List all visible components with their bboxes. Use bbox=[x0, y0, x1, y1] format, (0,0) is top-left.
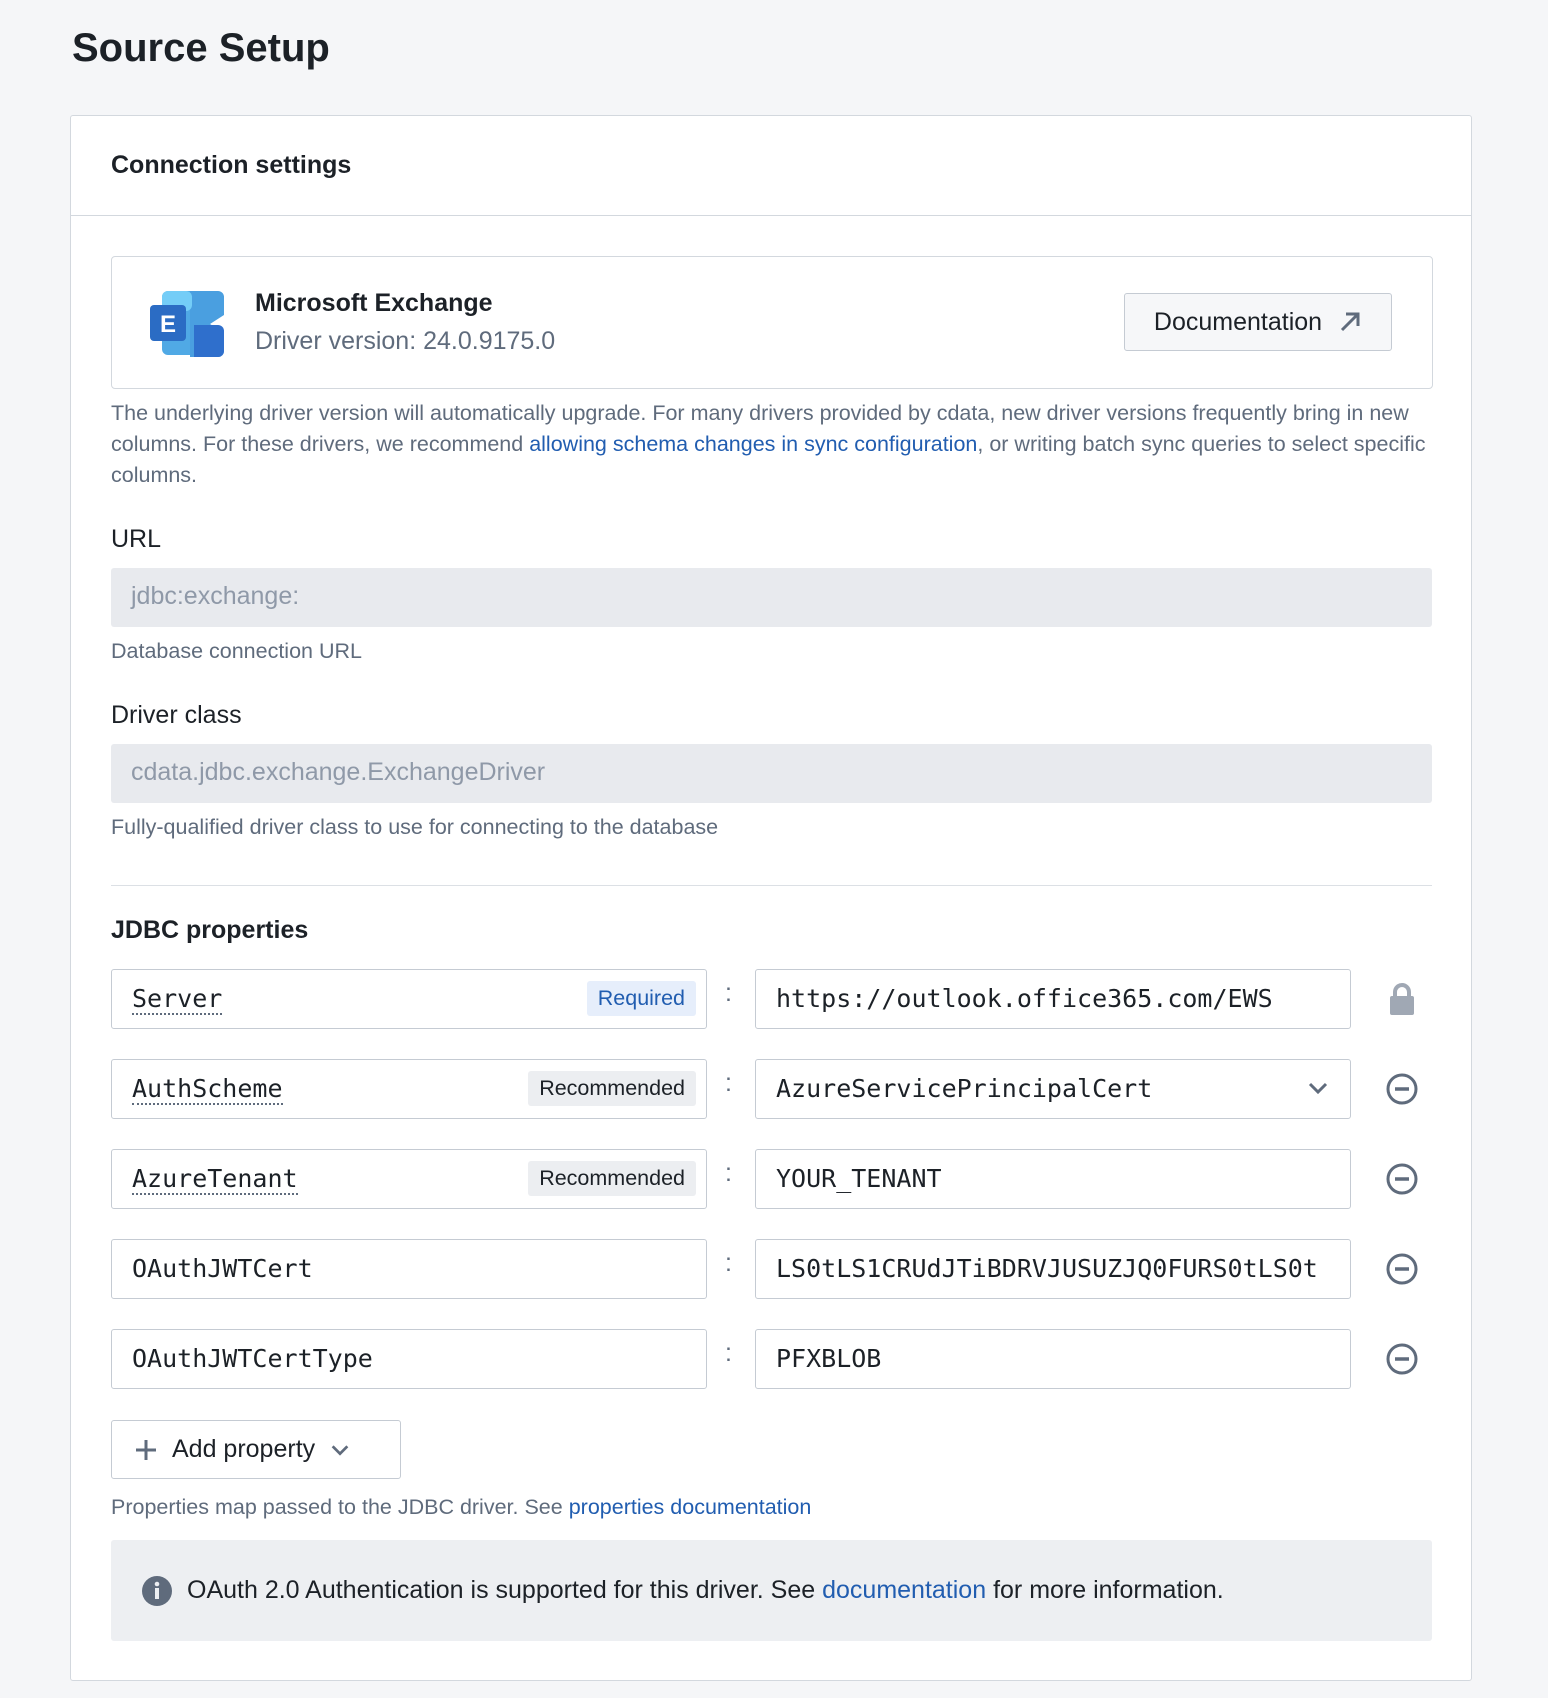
external-link-icon bbox=[1338, 310, 1362, 334]
add-property-button[interactable] bbox=[111, 1420, 401, 1479]
remove-property-icon[interactable] bbox=[1385, 1342, 1419, 1376]
required-badge: Required bbox=[587, 981, 696, 1016]
property-key-text: Server bbox=[132, 984, 223, 1013]
property-key[interactable] bbox=[111, 969, 707, 1029]
info-text-end: for more information. bbox=[986, 1576, 1224, 1604]
recommended-badge: Recommended bbox=[528, 1071, 696, 1106]
driver-info bbox=[111, 256, 1433, 389]
info-text-start: OAuth 2.0 Authentication is supported for this driver. See bbox=[187, 1576, 823, 1604]
driver-class-input[interactable]: cdata.jdbc.exchange.ExchangeDriver bbox=[111, 744, 1432, 803]
property-value-select[interactable] bbox=[755, 1059, 1351, 1119]
url-label: URL bbox=[111, 525, 162, 553]
documentation-label: Documentation bbox=[1153, 307, 1323, 336]
remove-property-icon[interactable] bbox=[1385, 1252, 1419, 1286]
driver-class-help: Fully-qualified driver class to use for connecting to the database bbox=[111, 815, 719, 839]
schema-changes-link[interactable]: allowing schema changes in sync configuration bbox=[529, 432, 978, 456]
driver-name: Microsoft Exchange bbox=[255, 289, 493, 317]
property-key[interactable] bbox=[111, 1149, 707, 1209]
property-key-text: AuthScheme bbox=[132, 1074, 283, 1103]
separator: : bbox=[725, 1069, 732, 1097]
url-input[interactable]: jdbc:exchange: bbox=[111, 568, 1432, 627]
separator: : bbox=[725, 979, 732, 1007]
separator: : bbox=[725, 1339, 732, 1367]
property-row bbox=[111, 1329, 1432, 1389]
property-key-input[interactable]: OAuthJWTCertType bbox=[111, 1329, 707, 1389]
page-title: Source Setup bbox=[72, 26, 330, 70]
oauth-info-callout bbox=[111, 1540, 1432, 1641]
selected-value: AzureServicePrincipalCert bbox=[776, 1074, 1153, 1103]
property-value-input[interactable]: PFXBLOB bbox=[755, 1329, 1351, 1389]
properties-help bbox=[111, 1495, 811, 1520]
property-row bbox=[111, 969, 1432, 1029]
property-key-input[interactable]: OAuthJWTCert bbox=[111, 1239, 707, 1299]
properties-help-text: Properties map passed to the JDBC driver. See bbox=[111, 1495, 569, 1519]
property-row bbox=[111, 1239, 1432, 1299]
oauth-documentation-link[interactable]: documentation bbox=[822, 1576, 987, 1604]
info-text bbox=[187, 1576, 1224, 1605]
remove-property-icon[interactable] bbox=[1385, 1072, 1419, 1106]
property-row bbox=[111, 1149, 1432, 1209]
property-key-text: AzureTenant bbox=[132, 1164, 298, 1193]
driver-upgrade-note bbox=[111, 398, 1441, 491]
svg-text:E: E bbox=[159, 311, 177, 338]
info-icon bbox=[141, 1575, 173, 1607]
property-row bbox=[111, 1059, 1432, 1119]
documentation-button[interactable] bbox=[1124, 293, 1392, 351]
chevron-down-icon bbox=[1306, 1076, 1330, 1100]
plus-icon bbox=[134, 1438, 158, 1462]
properties-documentation-link[interactable]: properties documentation bbox=[568, 1495, 812, 1519]
url-help: Database connection URL bbox=[111, 639, 362, 663]
property-value-input[interactable]: YOUR_TENANT bbox=[755, 1149, 1351, 1209]
note-text: The underlying driver version will automatically upgrade. For many drivers provided by cdata, new driver versions frequently bring in new columns. For these drivers, we recommend bbox=[111, 401, 1409, 456]
exchange-logo-icon bbox=[150, 291, 224, 357]
divider bbox=[111, 885, 1432, 886]
property-value-input[interactable]: LS0tLS1CRUdJTiBDRVJUSUZJQ0FURS0tLS0t bbox=[755, 1239, 1351, 1299]
jdbc-properties-title: JDBC properties bbox=[111, 916, 309, 944]
separator: : bbox=[725, 1249, 732, 1277]
property-key[interactable] bbox=[111, 1059, 707, 1119]
lock-icon bbox=[1385, 982, 1419, 1016]
property-value-input[interactable]: https://outlook.office365.com/EWS bbox=[755, 969, 1351, 1029]
note-text-end: , or writing batch sync queries to select specific columns. bbox=[111, 432, 1426, 487]
separator: : bbox=[725, 1159, 732, 1187]
recommended-badge: Recommended bbox=[528, 1161, 696, 1196]
driver-version: Driver version: 24.0.9175.0 bbox=[255, 327, 556, 355]
add-property-label: Add property bbox=[172, 1435, 316, 1463]
connection-settings-card bbox=[70, 115, 1472, 1681]
remove-property-icon[interactable] bbox=[1385, 1162, 1419, 1196]
driver-class-label: Driver class bbox=[111, 701, 242, 729]
card-title: Connection settings bbox=[71, 116, 1471, 216]
chevron-down-icon bbox=[329, 1439, 351, 1461]
